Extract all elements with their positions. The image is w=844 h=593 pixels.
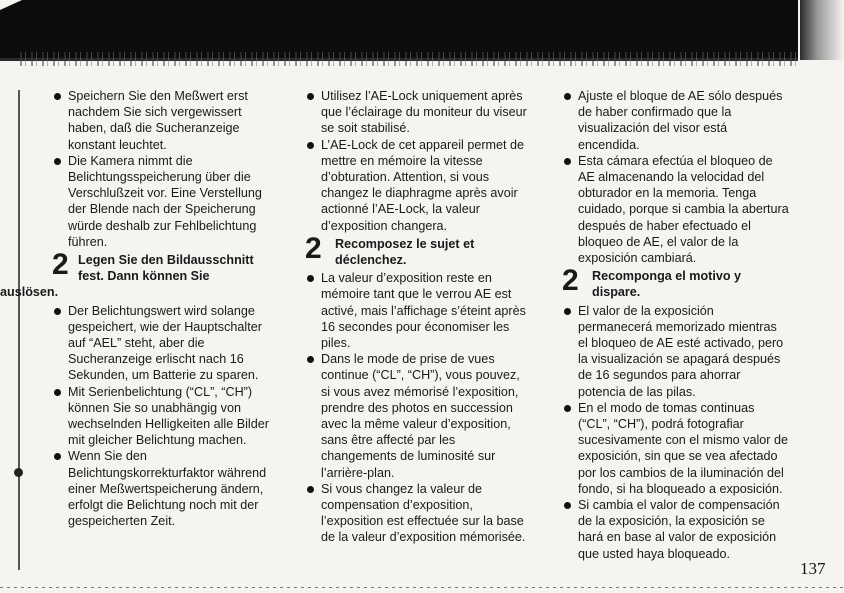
list-item: Utilisez l’AE-Lock uniquement après que l’éclairage du moniteur du viseur se soit stabilisé. — [305, 88, 527, 137]
french-bullets-b — [305, 270, 527, 545]
step-title: Recomposez le sujet et déclenchez. — [335, 236, 475, 268]
page-number: 137 — [800, 559, 826, 578]
german-step-2 — [0, 248, 272, 301]
corner-mark — [0, 0, 22, 10]
list-item: Si cambia el valor de compensación de la exposición, la exposición se hará en base al valor de exposición que usted haya bloqueado. — [562, 497, 790, 562]
binding-dot — [14, 468, 23, 477]
bottom-edge — [0, 587, 844, 588]
spanish-bullets-b — [562, 303, 790, 562]
list-item: Dans le mode de prise de vues continue (“CL”, “CH”), vous pouvez, si vous avez mémorisé l’exposition, prendre des photos en succession avec la même valeur d’exposition, sans être affecté par les changements de luminosité sur l’arrière-plan. — [305, 351, 527, 481]
spanish-step-2 — [562, 264, 790, 300]
list-item: Mit Serienbelichtung (“CL”, “CH”) können Sie so unabhängig von wechselnden Helligkeiten alle Bilder mit gleicher Belichtung machen. — [52, 384, 272, 449]
list-item: El valor de la exposición permanecerá memorizado mientras el bloqueo de AE esté activado, pero la visualización se apagará después de 16 segundos para ahorrar potencia de las pilas. — [562, 303, 790, 400]
french-step-2 — [305, 231, 527, 268]
binding-line — [18, 90, 20, 570]
german-bullets-b — [52, 303, 272, 530]
step-title: Legen Sie den Bildausschnitt fest. Dann können Sie — [78, 253, 254, 284]
column-french — [305, 88, 527, 546]
list-item: L’AE-Lock de cet appareil permet de mettre en mémoire la vitesse d’obturation. Attention, si vous changez le diaphragme après avoir actionné l’AE-Lock, la valeur d’exposition changera. — [305, 137, 527, 234]
list-item: Der Belichtungswert wird solange gespeichert, wie der Hauptschalter auf “AEL” steht, aber die Sucheranzeige erlischt nach 16 Sekunden, um Batterie zu sparen. — [52, 303, 272, 384]
list-item: Ajuste el bloque de AE sólo después de haber confirmado que la visualización del visor está encendida. — [562, 88, 790, 153]
list-item: En el modo de tomas continuas (“CL”, “CH”), podrá fotografiar sucesivamente con el mismo valor de exposición, sin que se vea afectado por los cambios de la iluminación del fondo, si ha bloqueado a exposición. — [562, 400, 790, 497]
list-item: Si vous changez la valeur de compensation d’exposition, l’exposition est effectuée sur la base de la valeur d’exposition mémorisée. — [305, 481, 527, 546]
french-bullets-a — [305, 88, 527, 234]
step-number: 2 — [562, 264, 579, 298]
list-item: Wenn Sie den Belichtungskorrekturfaktor während einer Meßwertspeicherung ändern, erfolgt die Belichtung noch mit der gespeicherten Zeit. — [52, 448, 272, 529]
list-item: Speichern Sie den Meßwert erst nachdem Sie sich vergewissert haben, daß die Sucheranzeige konstant leuchtet. — [52, 88, 272, 153]
step-number: 2 — [305, 231, 322, 265]
step-title: Recomponga el motivo y dispare. — [592, 269, 742, 300]
scan-shadow — [800, 0, 844, 60]
step-title-tail: auslösen. — [0, 285, 59, 300]
spanish-bullets-a — [562, 88, 790, 266]
step-number: 2 — [52, 248, 69, 282]
list-item: La valeur d’exposition reste en mémoire tant que le verrou AE est activé, mais l’affichage s’éteint après 16 secondes pour économiser les piles. — [305, 270, 527, 351]
column-german — [0, 88, 272, 529]
list-item: Die Kamera nimmt die Belichtungsspeicherung über die Verschlußzeit vor. Eine Verstellung der Blende nach der Speicherung würde deshalb zur Fehlbelichtung führen. — [52, 153, 272, 250]
list-item: Esta cámara efectúa el bloqueo de AE almacenando la velocidad del obturador en la memoria. Tenga cuidado, porque si cambia la abertura después de haber efectuado el bloqueo de AE, el valor de la exposición cambiará. — [562, 153, 790, 266]
column-spanish — [562, 88, 790, 562]
header-bar-edge — [20, 52, 800, 66]
german-bullets-a — [52, 88, 272, 250]
